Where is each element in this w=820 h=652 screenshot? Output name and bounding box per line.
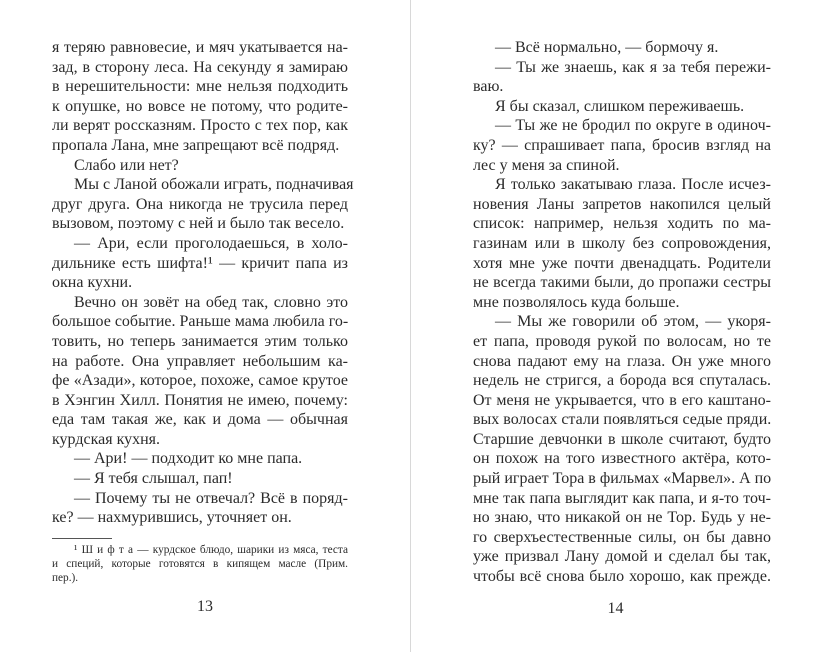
text-line: — Мы же говорили об этом, — укоря- <box>495 313 771 331</box>
text-line: ваю. <box>473 78 504 96</box>
page-number: 14 <box>607 600 624 617</box>
text-line: ли верят россказням. Просто с тех пор, как <box>52 117 348 135</box>
text-line: — Я тебя слышал, пап! <box>74 470 233 488</box>
text-line: Я только закатываю глаза. После исчез- <box>495 176 771 194</box>
text-line: Слабо или нет? <box>74 156 179 174</box>
text-line: пропала Лана, мне запрещают всё подряд. <box>52 136 340 154</box>
text-line: Старшие девчонки в школе считают, будто <box>473 430 771 448</box>
text-line: го сверхъестественные силы, он бы давно <box>473 528 771 546</box>
text-line: большое событие. Раньше мама любила го- <box>52 313 349 331</box>
text-line: в нерешительности: мне нельзя подходить <box>52 78 348 96</box>
text-line: но знаю, что никакой он не Тор. Будь у не- <box>473 509 771 527</box>
text-line: список: например, нельзя ходить по ма- <box>473 215 771 233</box>
text-line: лес у меня за спиной. <box>473 156 620 174</box>
text-line: Мы с Ланой обожали играть, подначивая <box>74 176 354 194</box>
text-line: фе «Азади», которое, похоже, самое крутое <box>52 372 348 390</box>
text-line: ет папа, проводя рукой по волосам, но те <box>473 332 771 350</box>
text-line: — Ари, если проголодаешься, в холо- <box>74 234 348 252</box>
text-line: друг друга. Она никогда не трусила перед <box>52 195 348 213</box>
text-line: ¹ Ш и ф т а — курдское блюдо, шарики из мяса, теста <box>74 544 348 556</box>
text-line: рый играет Тора в фильмах «Марвел». А по <box>473 470 772 488</box>
text-line: новения Ланы запретов накопился целый <box>473 195 771 213</box>
text-line: зад, в сторону леса. На секунду я замираю <box>52 58 348 76</box>
text-line: дильнике есть шифта!¹ — кричит папа из <box>52 254 348 272</box>
text-line: мне так папа выглядит как папа, и я-то точ- <box>473 489 771 507</box>
text-line: в Хэнгин Хилл. Понятия не имею, почему: <box>52 391 348 409</box>
text-line: снова падают ему на глаза. Он уже много <box>473 352 771 370</box>
text-line: он похож на того известного актёра, кото- <box>473 450 771 468</box>
text-line: пер.). <box>52 572 79 584</box>
text-line: — Ари! — подходит ко мне папа. <box>74 450 303 468</box>
right-page-body <box>473 38 771 587</box>
text-line: — Ты же знаешь, как я за тебя пережи- <box>495 58 771 76</box>
text-line: ке? — нахмурившись, уточняет он. <box>52 509 292 527</box>
right-page <box>411 0 820 652</box>
text-line: мне позволялось куда больше. <box>473 293 680 311</box>
text-line: газинам или в школу без сопровождения, <box>473 234 771 252</box>
text-line: ку? — спрашивает папа, бросив взгляд на <box>473 136 771 154</box>
text-line: на работе. Она управляет небольшим ка- <box>52 352 348 370</box>
text-line: хотя мне уже почти двенадцать. Родители <box>473 254 771 272</box>
left-page-body <box>52 38 354 528</box>
text-line: — Всё нормально, — бормочу я. <box>495 39 719 56</box>
text-line: — Ты же не бродил по округе в одиноч- <box>495 117 771 135</box>
text-line: Я бы сказал, слишком переживаешь. <box>495 97 745 115</box>
text-line: окна кухни. <box>52 274 133 292</box>
text-line: вызовом, поэтому с ней и было так весело. <box>52 215 345 233</box>
text-line: уже призвал Лану домой и сделал бы так, <box>473 548 771 566</box>
footnote <box>52 543 348 585</box>
text-line: — Почему ты не отвечал? Всё в поряд- <box>74 489 348 507</box>
text-line: товить, но теперь занимается этим только <box>52 332 348 350</box>
page-number: 13 <box>197 598 213 615</box>
text-line: я теряю равновесие, и мяч укатывается на- <box>52 39 348 56</box>
text-line: вых волосах стали появляться седые пряди. <box>473 411 772 429</box>
text-line: чтобы всё снова было хорошо, как прежде. <box>473 568 771 586</box>
text-line: к опушке, но вовсе не потому, что родите- <box>52 97 348 115</box>
text-line: не всегда такими были, до пропажи сестры <box>473 274 771 292</box>
footnote-rule <box>52 538 112 539</box>
text-line: От меня не укрывается, что в его каштано- <box>473 391 771 409</box>
text-line: и специй, которые готовятся в кипящем масле (Прим. <box>52 558 348 570</box>
text-line: Вечно он зовёт на обед так, словно это <box>74 293 348 311</box>
text-line: курдская кухня. <box>52 430 161 448</box>
text-line: еда там такая же, как и дома — обычная <box>52 411 348 429</box>
text-line: недель не стригся, а борода вся спуталась. <box>473 372 771 390</box>
